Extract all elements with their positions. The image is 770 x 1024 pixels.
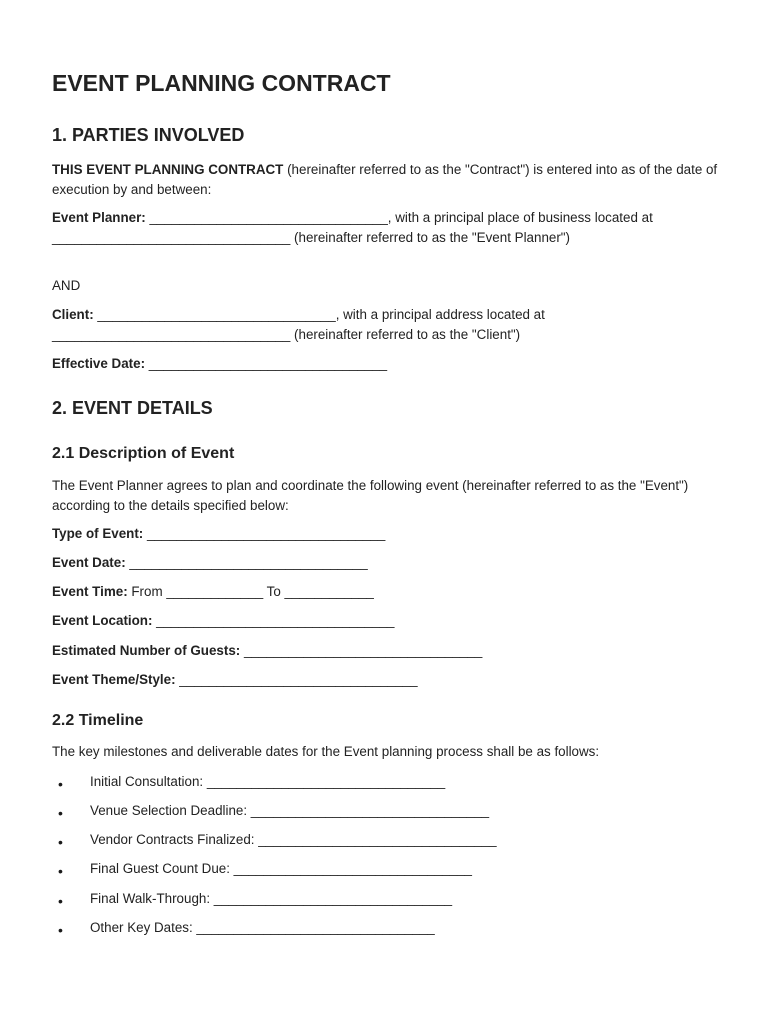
subsection-heading-timeline: 2.2 Timeline bbox=[52, 712, 144, 729]
planner-label: Event Planner: bbox=[52, 210, 146, 225]
theme-blank: ________________________________ bbox=[175, 672, 418, 687]
event-time-blank: From _____________ To ____________ bbox=[127, 584, 374, 599]
guests-blank: ________________________________ bbox=[240, 643, 483, 658]
intro-paragraph bbox=[52, 160, 718, 200]
intro-text: (hereinafter referred to as the "Contract") is entered into as of the date of execution by and between: bbox=[52, 162, 718, 197]
bullet-icon: • bbox=[58, 805, 63, 821]
section-heading-event-details: 2. EVENT DETAILS bbox=[52, 398, 213, 418]
client-text: ________________________________, with a principal address located at ________________________________ (hereinafter referred to as the "Client") bbox=[52, 307, 545, 342]
subsection-heading-description: 2.1 Description of Event bbox=[52, 445, 235, 462]
effective-date-label: Effective Date: bbox=[52, 356, 146, 371]
planner-paragraph bbox=[52, 208, 692, 248]
guests-line bbox=[52, 641, 482, 661]
guests-label: Estimated Number of Guests: bbox=[52, 643, 241, 658]
effective-date-blank: ________________________________ bbox=[145, 356, 388, 371]
bullet-icon: • bbox=[58, 776, 63, 792]
bullet-icon: • bbox=[58, 893, 63, 909]
bullet-icon: • bbox=[58, 922, 63, 938]
milestone-item: Initial Consultation: ________________________________ bbox=[90, 774, 446, 789]
milestone-item: Vendor Contracts Finalized: ________________________________ bbox=[90, 832, 497, 847]
client-label: Client: bbox=[52, 307, 94, 322]
type-of-event-line bbox=[52, 524, 385, 544]
event-location-line bbox=[52, 611, 394, 631]
type-of-event-blank: ________________________________ bbox=[143, 526, 386, 541]
intro-bold: THIS EVENT PLANNING CONTRACT bbox=[52, 162, 284, 177]
bullet-icon: • bbox=[58, 863, 63, 879]
bullet-icon: • bbox=[58, 834, 63, 850]
milestone-item: Final Guest Count Due: ________________________________ bbox=[90, 861, 472, 876]
milestone-item: Other Key Dates: ________________________________ bbox=[90, 920, 435, 935]
type-of-event-label: Type of Event: bbox=[52, 526, 144, 541]
and-text: AND bbox=[52, 278, 81, 293]
event-time-label: Event Time: bbox=[52, 584, 128, 599]
theme-label: Event Theme/Style: bbox=[52, 672, 176, 687]
event-description-paragraph: The Event Planner agrees to plan and coordinate the following event (hereinafter referred to as the "Event") according to the details specified below: bbox=[52, 478, 689, 513]
theme-line bbox=[52, 670, 418, 690]
event-date-blank: ________________________________ bbox=[125, 555, 368, 570]
effective-date-line bbox=[52, 354, 387, 374]
document-title: EVENT PLANNING CONTRACT bbox=[52, 70, 391, 96]
milestone-item: Final Walk-Through: ________________________________ bbox=[90, 891, 453, 906]
client-paragraph bbox=[52, 305, 652, 345]
event-date-line bbox=[52, 553, 368, 573]
event-date-label: Event Date: bbox=[52, 555, 126, 570]
section-heading-parties: 1. PARTIES INVOLVED bbox=[52, 125, 245, 145]
milestone-item: Venue Selection Deadline: ________________________________ bbox=[90, 803, 490, 818]
planner-text: ________________________________, with a principal place of business located at ________________________________ (hereinafter referred to as the "Event Planner") bbox=[52, 210, 653, 245]
event-location-blank: ________________________________ bbox=[152, 613, 395, 628]
event-time-line bbox=[52, 582, 374, 602]
timeline-intro: The key milestones and deliverable dates for the Event planning process shall be as follows: bbox=[52, 744, 600, 759]
event-location-label: Event Location: bbox=[52, 613, 153, 628]
